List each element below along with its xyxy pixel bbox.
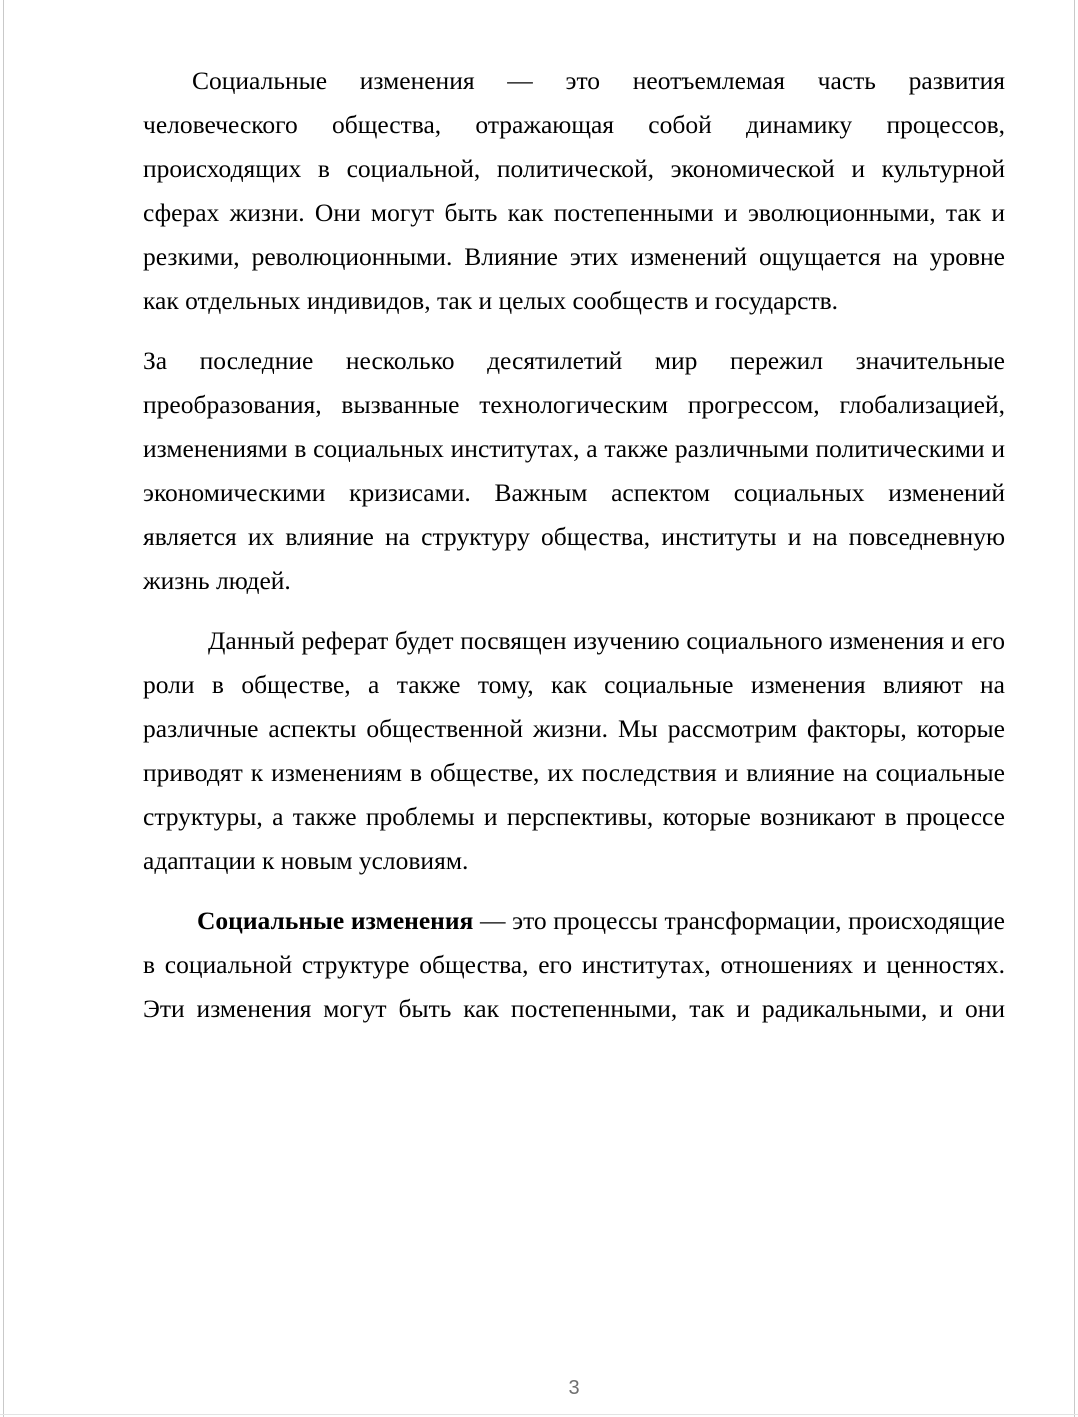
page-left-edge xyxy=(3,0,4,1417)
page-number: 3 xyxy=(568,1377,580,1399)
paragraph-definition xyxy=(143,899,1005,1031)
definition-text: — это процессы трансформации, происходящие в социальной структуре общества, его институтах, отношениях и ценностях. Эти изменения могут быть как постепенными, так и радикальными, и они xyxy=(143,906,1005,1023)
page-bottom-edge xyxy=(0,1414,1078,1415)
paragraph-recent-decades: За последние несколько десятилетий мир пережил значительные преобразования, вызванные технологическим прогрессом, глобализацией, изменениями в социальных институтах, а также различными политическими и экономическими кризисами. Важным аспектом социальных изменений является их влияние на структуру общества, институты и на повседневную жизнь людей. xyxy=(143,346,1005,595)
document-body xyxy=(143,59,1005,1047)
definition-term: Социальные изменения xyxy=(197,906,474,935)
page-right-edge xyxy=(1074,0,1075,1417)
paragraph-social-changes-intro: Социальные изменения — это неотъемлемая часть развития человеческого общества, отражающая собой динамику процессов, происходящих в социальной, политической, экономической и культурной сферах жизни. Они могут быть как постепенными и эволюционными, так и резкими, революционными. Влияние этих изменений ощущается на уровне как отдельных индивидов, так и целых сообществ и государств. xyxy=(143,66,1005,315)
paragraph-referat-purpose: Данный реферат будет посвящен изучению социального изменения и его роли в обществе, а также тому, как социальные изменения влияют на различные аспекты общественной жизни. Мы рассмотрим факторы, которые приводят к изменениям в обществе, их последствия и влияние на социальные структуры, а также проблемы и перспективы, которые возникают в процессе адаптации к новым условиям. xyxy=(143,626,1005,875)
